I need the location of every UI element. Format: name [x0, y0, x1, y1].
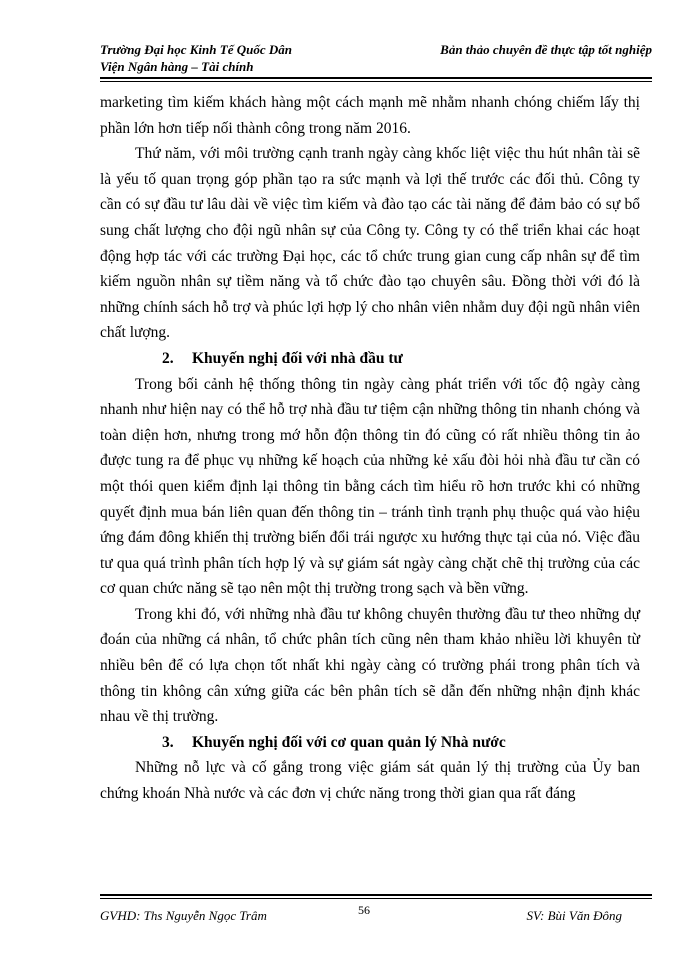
header-school: Trường Đại học Kinh Tế Quốc Dân: [100, 42, 292, 57]
paragraph-2: Thứ năm, với môi trường cạnh tranh ngày càng khốc liệt việc thu hút nhân tài sẽ là yếu tố quan trọng góp phần tạo ra sức mạnh và lợi thế trước các đối thủ. Công ty cần có sự đầu tư lâu dài về việc tìm kiếm và đào tạo các tài năng để đảm bảo có sự bổ sung chất lượng cho đội ngũ nhân sự của Công ty. Công ty có thể triển khai các hoạt động hợp tác với các trường Đại học, các tổ chức trung gian cung cấp nhân sự để tìm kiếm nguồn nhân sự tiềm năng và tổ chức đào tạo chuyên sâu. Đồng thời với đó là những chính sách hỗ trợ và phúc lợi hợp lý cho nhân viên nhằm duy đội ngũ nhân viên chất lượng.: [100, 145, 640, 342]
page-footer: [100, 900, 652, 923]
header-rule-thin: [100, 81, 652, 82]
footer-advisor: GVHD: Ths Nguyễn Ngọc Trâm: [100, 908, 267, 923]
paragraph-1: marketing tìm kiếm khách hàng một cách mạnh mẽ nhằm nhanh chóng chiếm lấy thị phần lớn hơn tiếp nối thành công trong năm 2016.: [100, 94, 640, 137]
footer-rule-thin: [100, 898, 652, 899]
paragraph-5: Những nỗ lực và cố gắng trong việc giám sát quản lý thị trường của Ủy ban chứng khoán Nhà nước và các đơn vị chức năng trong thời gian qua rất đáng: [100, 759, 640, 803]
section-heading-2: [100, 346, 640, 372]
header-institute: Viện Ngân hàng – Tài chính: [100, 59, 254, 74]
paragraph-3: Trong bối cảnh hệ thống thông tin ngày càng phát triển với tốc độ ngày càng nhanh như hiện nay có thể hỗ trợ nhà đầu tư tiệm cận những thông tin nhanh chóng và toàn diện hơn, nhưng trong mớ hỗn độn thông tin đó cũng có rất nhiều thông tin ảo được tung ra để phục vụ những kế hoạch của những kẻ xấu đòi hỏi nhà đầu tư cần có một thói quen kiểm định lại thông tin bằng cách tìm hiểu rõ hơn trước khi có những quyết định mua bán liên quan đến thông tin – tránh tình trạnh phụ thuộc quá vào hiệu ứng đám đông khiến thị trường biến đổi trái ngược xu hướng thực tại của nó. Việc đầu tư qua quá trình phân tích hợp lý và sự giám sát ngày càng chặt chẽ thị trường của các cơ quan chức năng sẽ tạo nên một thị trường trong sạch và bền vững.: [100, 375, 640, 598]
page-number: 56: [358, 903, 370, 917]
footer-rule: [100, 894, 652, 896]
header-doc-title: Bản thảo chuyên đề thực tập tốt nghiệp: [440, 42, 652, 57]
section-heading-3-number: 3.: [162, 733, 174, 751]
section-heading-3-text: Khuyến nghị đối với cơ quan quản lý Nhà nước: [192, 733, 506, 751]
footer-student: SV: Bùi Văn Đông: [526, 908, 622, 923]
section-heading-3: [100, 730, 640, 756]
section-heading-2-text: Khuyến nghị đối với nhà đầu tư: [192, 349, 403, 367]
paragraph-4: Trong khi đó, với những nhà đầu tư không chuyên thường đầu tư theo những dự đoán của những cá nhân, tổ chức phân tích cũng nên tham khảo nhiều lời khuyên từ nhiều bên để có lựa chọn tốt nhất khi ngày càng có trường phái trong phân tích và thông tin không cân xứng giữa các bên phân tích sẽ dẫn đến những nhận định khác nhau về thị trường.: [100, 605, 640, 726]
page-body: [100, 90, 640, 807]
header-rule: [100, 77, 652, 79]
page-header: [100, 42, 652, 78]
section-heading-2-number: 2.: [162, 349, 174, 367]
